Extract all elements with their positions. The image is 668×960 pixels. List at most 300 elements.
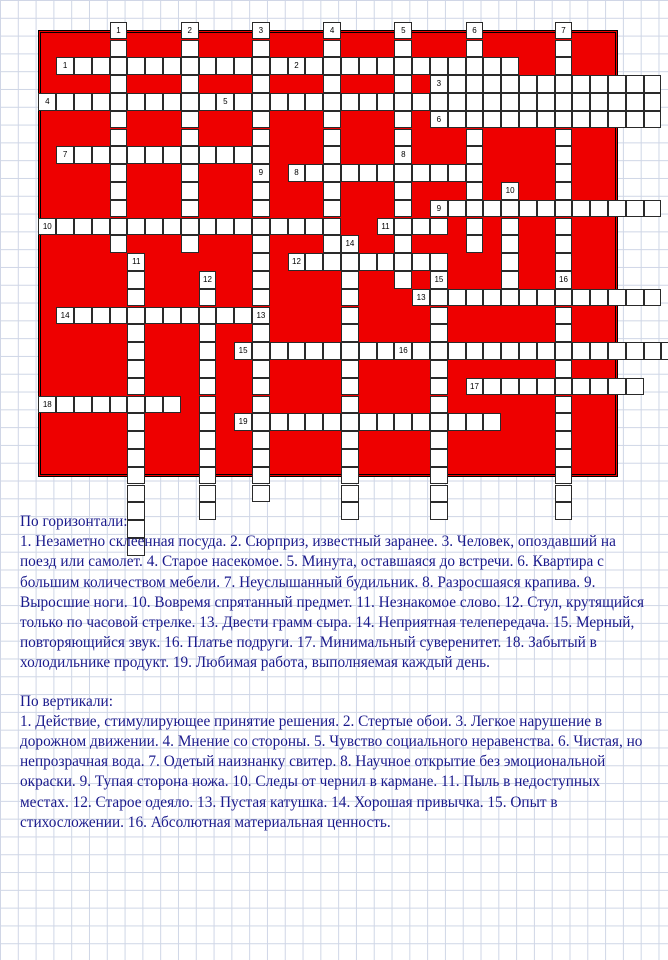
grid-cell[interactable] — [110, 307, 128, 325]
grid-cell[interactable] — [466, 75, 484, 93]
grid-cell[interactable] — [127, 342, 145, 360]
grid-cell[interactable] — [305, 164, 323, 182]
grid-cell[interactable] — [323, 235, 341, 253]
grid-cell[interactable] — [412, 164, 430, 182]
grid-cell[interactable] — [341, 360, 359, 378]
grid-cell[interactable] — [341, 57, 359, 75]
grid-cell[interactable] — [537, 200, 555, 218]
grid-cell[interactable] — [572, 200, 590, 218]
grid-cell[interactable] — [234, 93, 252, 111]
grid-cell[interactable] — [252, 146, 270, 164]
grid-cell[interactable] — [341, 324, 359, 342]
grid-cell[interactable] — [270, 93, 288, 111]
grid-cell[interactable] — [555, 485, 573, 503]
grid-cell[interactable] — [127, 289, 145, 307]
grid-cell[interactable] — [483, 75, 501, 93]
grid-cell[interactable] — [483, 342, 501, 360]
grid-cell[interactable] — [430, 289, 448, 307]
grid-cell[interactable] — [501, 218, 519, 236]
grid-cell[interactable] — [199, 289, 217, 307]
grid-cell[interactable] — [626, 378, 644, 396]
grid-cell[interactable] — [430, 413, 448, 431]
grid-cell[interactable] — [501, 235, 519, 253]
grid-cell[interactable] — [394, 164, 412, 182]
grid-cell[interactable] — [483, 93, 501, 111]
grid-cell[interactable] — [430, 467, 448, 485]
grid-cell[interactable] — [394, 40, 412, 58]
grid-cell[interactable] — [92, 218, 110, 236]
grid-cell[interactable] — [252, 235, 270, 253]
grid-cell[interactable] — [359, 164, 377, 182]
grid-cell[interactable] — [555, 164, 573, 182]
grid-cell[interactable] — [590, 93, 608, 111]
grid-cell[interactable] — [74, 218, 92, 236]
grid-cell[interactable] — [110, 111, 128, 129]
grid-cell[interactable] — [555, 200, 573, 218]
grid-cell[interactable] — [626, 289, 644, 307]
grid-cell[interactable] — [252, 200, 270, 218]
grid-cell[interactable] — [181, 111, 199, 129]
grid-cell[interactable] — [323, 75, 341, 93]
grid-cell[interactable] — [252, 360, 270, 378]
grid-cell[interactable] — [127, 324, 145, 342]
grid-cell[interactable] — [127, 396, 145, 414]
grid-cell[interactable] — [466, 164, 484, 182]
grid-cell[interactable] — [341, 253, 359, 271]
grid-cell[interactable] — [572, 378, 590, 396]
grid-cell[interactable] — [501, 271, 519, 289]
grid-cell[interactable] — [448, 57, 466, 75]
grid-cell[interactable] — [501, 111, 519, 129]
grid-cell[interactable] — [537, 75, 555, 93]
grid-cell[interactable] — [430, 342, 448, 360]
grid-cell[interactable] — [377, 253, 395, 271]
grid-cell[interactable] — [127, 467, 145, 485]
grid-cell[interactable] — [341, 431, 359, 449]
grid-cell[interactable] — [323, 200, 341, 218]
grid-cell[interactable] — [234, 218, 252, 236]
grid-cell[interactable] — [466, 40, 484, 58]
grid-cell[interactable] — [199, 485, 217, 503]
grid-cell[interactable] — [519, 289, 537, 307]
grid-cell[interactable] — [323, 164, 341, 182]
grid-cell[interactable] — [252, 40, 270, 58]
grid-cell[interactable] — [359, 93, 377, 111]
grid-cell[interactable] — [181, 57, 199, 75]
grid-cell[interactable] — [181, 307, 199, 325]
grid-cell[interactable] — [590, 75, 608, 93]
grid-cell[interactable] — [537, 93, 555, 111]
grid-cell[interactable] — [74, 396, 92, 414]
grid-cell[interactable] — [127, 146, 145, 164]
grid-cell[interactable] — [305, 253, 323, 271]
grid-cell[interactable] — [252, 467, 270, 485]
grid-cell[interactable] — [555, 146, 573, 164]
grid-cell[interactable] — [341, 467, 359, 485]
grid-cell[interactable] — [110, 146, 128, 164]
grid-cell[interactable] — [608, 200, 626, 218]
grid-cell[interactable] — [199, 57, 217, 75]
grid-cell[interactable] — [270, 57, 288, 75]
grid-cell[interactable] — [163, 218, 181, 236]
grid-cell[interactable] — [305, 57, 323, 75]
grid-cell[interactable] — [341, 307, 359, 325]
grid-cell[interactable] — [430, 57, 448, 75]
grid-cell[interactable] — [288, 93, 306, 111]
grid-cell[interactable] — [216, 146, 234, 164]
grid-cell[interactable] — [555, 360, 573, 378]
grid-cell[interactable] — [555, 111, 573, 129]
grid-cell[interactable] — [483, 200, 501, 218]
grid-cell[interactable] — [430, 307, 448, 325]
grid-cell[interactable] — [181, 200, 199, 218]
grid-cell[interactable] — [127, 360, 145, 378]
grid-cell[interactable] — [110, 164, 128, 182]
grid-cell[interactable] — [483, 378, 501, 396]
grid-cell[interactable] — [501, 289, 519, 307]
grid-cell[interactable] — [519, 378, 537, 396]
grid-cell[interactable] — [341, 164, 359, 182]
grid-cell[interactable] — [181, 164, 199, 182]
grid-cell[interactable] — [466, 182, 484, 200]
grid-cell[interactable] — [466, 111, 484, 129]
grid-cell[interactable] — [555, 93, 573, 111]
grid-cell[interactable] — [519, 111, 537, 129]
grid-cell[interactable] — [377, 93, 395, 111]
grid-cell[interactable] — [92, 307, 110, 325]
grid-cell[interactable] — [394, 271, 412, 289]
grid-cell[interactable] — [127, 271, 145, 289]
grid-cell[interactable] — [199, 93, 217, 111]
grid-cell[interactable] — [466, 146, 484, 164]
grid-cell[interactable] — [163, 396, 181, 414]
grid-cell[interactable] — [199, 467, 217, 485]
grid-cell[interactable] — [110, 182, 128, 200]
grid-cell[interactable] — [145, 57, 163, 75]
grid-cell[interactable] — [199, 146, 217, 164]
grid-cell[interactable] — [394, 253, 412, 271]
grid-cell[interactable] — [412, 218, 430, 236]
grid-cell[interactable] — [163, 146, 181, 164]
grid-cell[interactable] — [644, 289, 662, 307]
grid-cell[interactable] — [252, 111, 270, 129]
grid-cell[interactable] — [555, 431, 573, 449]
grid-cell[interactable] — [555, 129, 573, 147]
grid-cell[interactable] — [323, 93, 341, 111]
grid-cell[interactable] — [74, 146, 92, 164]
grid-cell[interactable] — [163, 307, 181, 325]
grid-cell[interactable] — [394, 235, 412, 253]
grid-cell[interactable] — [359, 342, 377, 360]
grid-cell[interactable] — [216, 307, 234, 325]
grid-cell[interactable] — [305, 218, 323, 236]
grid-cell[interactable] — [323, 111, 341, 129]
grid-cell[interactable] — [181, 235, 199, 253]
grid-cell[interactable] — [216, 57, 234, 75]
grid-cell[interactable] — [590, 289, 608, 307]
grid-cell[interactable] — [555, 307, 573, 325]
grid-cell[interactable] — [412, 253, 430, 271]
grid-cell[interactable] — [394, 111, 412, 129]
grid-cell[interactable] — [323, 218, 341, 236]
grid-cell[interactable] — [252, 57, 270, 75]
grid-cell[interactable] — [377, 164, 395, 182]
grid-cell[interactable] — [252, 413, 270, 431]
grid-cell[interactable] — [590, 200, 608, 218]
grid-cell[interactable] — [644, 111, 662, 129]
grid-cell[interactable] — [448, 342, 466, 360]
grid-cell[interactable] — [270, 413, 288, 431]
grid-cell[interactable] — [519, 75, 537, 93]
grid-cell[interactable] — [199, 431, 217, 449]
grid-cell[interactable] — [323, 253, 341, 271]
grid-cell[interactable] — [572, 342, 590, 360]
grid-cell[interactable] — [199, 413, 217, 431]
grid-cell[interactable] — [181, 182, 199, 200]
grid-cell[interactable] — [555, 289, 573, 307]
grid-cell[interactable] — [430, 485, 448, 503]
grid-cell[interactable] — [537, 342, 555, 360]
grid-cell[interactable] — [466, 235, 484, 253]
grid-cell[interactable] — [501, 342, 519, 360]
grid-cell[interactable] — [412, 342, 430, 360]
grid-cell[interactable] — [110, 218, 128, 236]
grid-cell[interactable] — [127, 413, 145, 431]
grid-cell[interactable] — [394, 93, 412, 111]
grid-cell[interactable] — [341, 485, 359, 503]
grid-cell[interactable] — [252, 485, 270, 503]
grid-cell[interactable] — [181, 75, 199, 93]
grid-cell[interactable] — [127, 485, 145, 503]
grid-cell[interactable] — [448, 164, 466, 182]
grid-cell[interactable] — [199, 218, 217, 236]
grid-cell[interactable] — [252, 378, 270, 396]
grid-cell[interactable] — [359, 57, 377, 75]
grid-cell[interactable] — [163, 93, 181, 111]
grid-cell[interactable] — [394, 200, 412, 218]
grid-cell[interactable] — [430, 431, 448, 449]
grid-cell[interactable] — [341, 271, 359, 289]
grid-cell[interactable] — [288, 218, 306, 236]
grid-cell[interactable] — [466, 93, 484, 111]
grid-cell[interactable] — [626, 93, 644, 111]
grid-cell[interactable] — [341, 93, 359, 111]
grid-cell[interactable] — [127, 93, 145, 111]
grid-cell[interactable] — [572, 289, 590, 307]
grid-cell[interactable] — [394, 75, 412, 93]
grid-cell[interactable] — [501, 75, 519, 93]
grid-cell[interactable] — [323, 146, 341, 164]
grid-cell[interactable] — [572, 93, 590, 111]
grid-cell[interactable] — [305, 413, 323, 431]
grid-cell[interactable] — [501, 93, 519, 111]
grid-cell[interactable] — [608, 289, 626, 307]
grid-cell[interactable] — [252, 182, 270, 200]
grid-cell[interactable] — [448, 93, 466, 111]
grid-cell[interactable] — [626, 200, 644, 218]
grid-cell[interactable] — [234, 146, 252, 164]
grid-cell[interactable] — [519, 93, 537, 111]
grid-cell[interactable] — [288, 413, 306, 431]
grid-cell[interactable] — [394, 413, 412, 431]
grid-cell[interactable] — [412, 413, 430, 431]
grid-cell[interactable] — [341, 378, 359, 396]
grid-cell[interactable] — [555, 396, 573, 414]
grid-cell[interactable] — [501, 253, 519, 271]
grid-cell[interactable] — [555, 40, 573, 58]
grid-cell[interactable] — [323, 129, 341, 147]
grid-cell[interactable] — [608, 378, 626, 396]
grid-cell[interactable] — [537, 378, 555, 396]
grid-cell[interactable] — [519, 342, 537, 360]
grid-cell[interactable] — [127, 378, 145, 396]
grid-cell[interactable] — [323, 182, 341, 200]
grid-cell[interactable] — [110, 75, 128, 93]
grid-cell[interactable] — [448, 413, 466, 431]
grid-cell[interactable] — [145, 93, 163, 111]
grid-cell[interactable] — [555, 342, 573, 360]
grid-cell[interactable] — [430, 396, 448, 414]
grid-cell[interactable] — [359, 253, 377, 271]
grid-cell[interactable] — [252, 75, 270, 93]
grid-cell[interactable] — [270, 218, 288, 236]
grid-cell[interactable] — [234, 57, 252, 75]
grid-cell[interactable] — [127, 218, 145, 236]
grid-cell[interactable] — [501, 200, 519, 218]
grid-cell[interactable] — [430, 378, 448, 396]
grid-cell[interactable] — [537, 289, 555, 307]
grid-cell[interactable] — [92, 57, 110, 75]
grid-cell[interactable] — [555, 449, 573, 467]
grid-cell[interactable] — [608, 111, 626, 129]
grid-cell[interactable] — [590, 342, 608, 360]
grid-cell[interactable] — [537, 111, 555, 129]
grid-cell[interactable] — [359, 413, 377, 431]
grid-cell[interactable] — [92, 93, 110, 111]
grid-cell[interactable] — [56, 396, 74, 414]
grid-cell[interactable] — [466, 57, 484, 75]
grid-cell[interactable] — [555, 324, 573, 342]
grid-cell[interactable] — [145, 307, 163, 325]
grid-cell[interactable] — [127, 431, 145, 449]
grid-cell[interactable] — [466, 413, 484, 431]
grid-cell[interactable] — [252, 253, 270, 271]
grid-cell[interactable] — [110, 200, 128, 218]
grid-cell[interactable] — [216, 218, 234, 236]
grid-cell[interactable] — [252, 431, 270, 449]
grid-cell[interactable] — [501, 378, 519, 396]
grid-cell[interactable] — [74, 57, 92, 75]
grid-cell[interactable] — [252, 342, 270, 360]
grid-cell[interactable] — [644, 342, 662, 360]
grid-cell[interactable] — [341, 413, 359, 431]
grid-cell[interactable] — [466, 200, 484, 218]
grid-cell[interactable] — [377, 342, 395, 360]
grid-cell[interactable] — [323, 413, 341, 431]
grid-cell[interactable] — [626, 342, 644, 360]
grid-cell[interactable] — [448, 200, 466, 218]
grid-cell[interactable] — [572, 111, 590, 129]
grid-cell[interactable] — [252, 396, 270, 414]
grid-cell[interactable] — [661, 342, 668, 360]
grid-cell[interactable] — [394, 218, 412, 236]
grid-cell[interactable] — [519, 200, 537, 218]
grid-cell[interactable] — [127, 449, 145, 467]
grid-cell[interactable] — [394, 182, 412, 200]
grid-cell[interactable] — [430, 324, 448, 342]
grid-cell[interactable] — [555, 182, 573, 200]
grid-cell[interactable] — [626, 75, 644, 93]
grid-cell[interactable] — [323, 40, 341, 58]
grid-cell[interactable] — [305, 93, 323, 111]
grid-cell[interactable] — [110, 129, 128, 147]
grid-cell[interactable] — [288, 342, 306, 360]
grid-cell[interactable] — [590, 111, 608, 129]
grid-cell[interactable] — [199, 396, 217, 414]
grid-cell[interactable] — [305, 342, 323, 360]
grid-cell[interactable] — [644, 93, 662, 111]
grid-cell[interactable] — [110, 40, 128, 58]
grid-cell[interactable] — [341, 449, 359, 467]
grid-cell[interactable] — [181, 129, 199, 147]
grid-cell[interactable] — [483, 413, 501, 431]
grid-cell[interactable] — [110, 396, 128, 414]
grid-cell[interactable] — [252, 449, 270, 467]
grid-cell[interactable] — [466, 289, 484, 307]
grid-cell[interactable] — [127, 307, 145, 325]
grid-cell[interactable] — [430, 164, 448, 182]
grid-cell[interactable] — [74, 93, 92, 111]
grid-cell[interactable] — [466, 129, 484, 147]
grid-cell[interactable] — [555, 75, 573, 93]
grid-cell[interactable] — [412, 57, 430, 75]
grid-cell[interactable] — [555, 57, 573, 75]
grid-cell[interactable] — [181, 146, 199, 164]
grid-cell[interactable] — [92, 396, 110, 414]
grid-cell[interactable] — [412, 93, 430, 111]
grid-cell[interactable] — [430, 253, 448, 271]
grid-cell[interactable] — [252, 93, 270, 111]
grid-cell[interactable] — [323, 57, 341, 75]
grid-cell[interactable] — [466, 342, 484, 360]
grid-cell[interactable] — [555, 413, 573, 431]
grid-cell[interactable] — [110, 57, 128, 75]
grid-cell[interactable] — [555, 467, 573, 485]
grid-cell[interactable] — [394, 57, 412, 75]
grid-cell[interactable] — [483, 111, 501, 129]
grid-cell[interactable] — [448, 75, 466, 93]
grid-cell[interactable] — [377, 57, 395, 75]
grid-cell[interactable] — [555, 218, 573, 236]
grid-cell[interactable] — [145, 396, 163, 414]
grid-cell[interactable] — [483, 57, 501, 75]
grid-cell[interactable] — [448, 111, 466, 129]
grid-cell[interactable] — [110, 93, 128, 111]
grid-cell[interactable] — [394, 129, 412, 147]
grid-cell[interactable] — [56, 93, 74, 111]
grid-cell[interactable] — [127, 57, 145, 75]
grid-cell[interactable] — [181, 40, 199, 58]
grid-cell[interactable] — [555, 378, 573, 396]
grid-cell[interactable] — [430, 449, 448, 467]
grid-cell[interactable] — [483, 289, 501, 307]
grid-cell[interactable] — [145, 146, 163, 164]
grid-cell[interactable] — [252, 324, 270, 342]
grid-cell[interactable] — [644, 75, 662, 93]
grid-cell[interactable] — [341, 289, 359, 307]
grid-cell[interactable] — [608, 342, 626, 360]
grid-cell[interactable] — [199, 342, 217, 360]
